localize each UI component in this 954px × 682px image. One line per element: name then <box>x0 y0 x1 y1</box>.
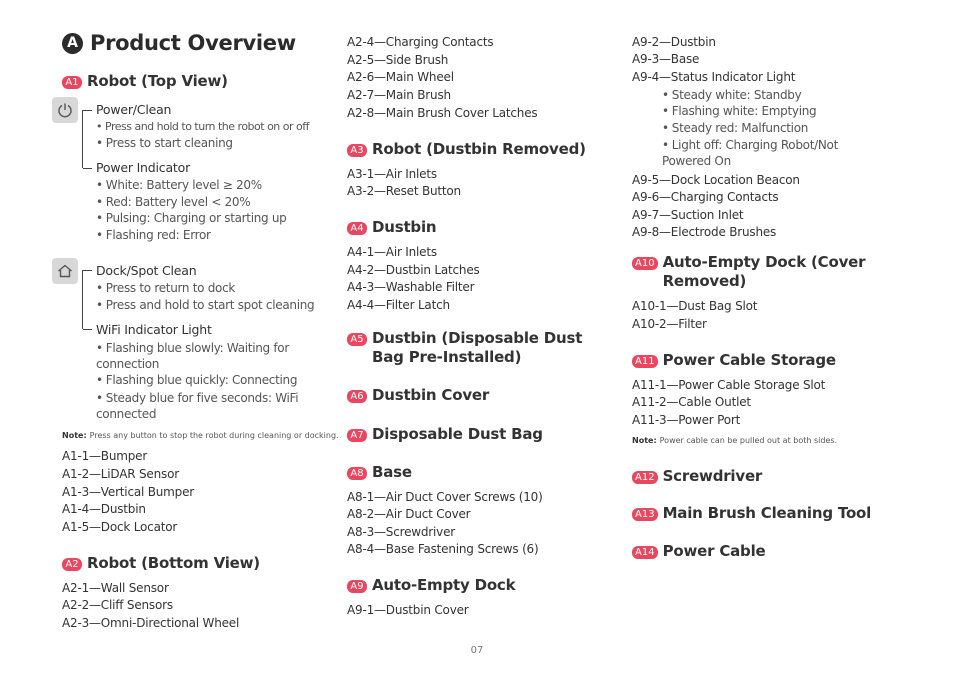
section-badge: A1 <box>62 76 82 89</box>
part-item: A9-1—Dustbin Cover <box>347 603 469 617</box>
part-item: A1-4—Dustbin <box>62 502 146 516</box>
section-title: Dustbin (Disposable Dust Bag Pre-Installed) <box>372 329 583 366</box>
connector-tick <box>83 270 92 271</box>
section-title: Disposable Dust Bag <box>372 425 543 443</box>
section-a13-header <box>632 504 871 523</box>
part-item: A4-2—Dustbin Latches <box>347 263 480 277</box>
section-a11-header <box>632 351 836 370</box>
section-a2-header <box>62 554 260 573</box>
part-item: A2-1—Wall Sensor <box>62 581 169 595</box>
section-a1-header <box>62 72 228 91</box>
connector-tick <box>83 329 92 330</box>
section-badge: A13 <box>632 508 658 521</box>
list-item: • Pulsing: Charging or starting up <box>96 211 287 225</box>
part-item: A9-4—Status Indicator Light <box>632 70 796 84</box>
connector-line <box>82 270 83 329</box>
part-item: A4-3—Washable Filter <box>347 280 475 294</box>
part-item: A2-7—Main Brush <box>347 88 451 102</box>
section-a3-header <box>347 140 586 159</box>
part-item: A2-2—Cliff Sensors <box>62 598 173 612</box>
part-item: A8-1—Air Duct Cover Screws (10) <box>347 490 543 504</box>
part-item: A2-5—Side Brush <box>347 53 449 67</box>
section-badge: A3 <box>347 144 367 157</box>
list-item: • Steady red: Malfunction <box>662 121 809 135</box>
home-icon <box>52 258 78 284</box>
section-badge: A5 <box>347 333 367 346</box>
section-a4-header <box>347 218 436 237</box>
label-dock-spot-clean: Dock/Spot Clean <box>96 263 197 278</box>
section-a12-header <box>632 467 762 486</box>
list-item: • Press to return to dock <box>96 281 236 295</box>
list-item: • Flashing blue quickly: Connecting <box>96 373 298 387</box>
part-item: A1-2—LiDAR Sensor <box>62 467 179 481</box>
label-power-clean: Power/Clean <box>96 102 172 117</box>
section-badge: A12 <box>632 471 658 484</box>
label-wifi-indicator: WiFi Indicator Light <box>96 322 212 337</box>
section-a6-header <box>347 386 489 405</box>
part-item: A2-6—Main Wheel <box>347 70 454 84</box>
section-title: Screwdriver <box>662 467 763 485</box>
section-badge: A2 <box>62 558 82 571</box>
part-item: A1-5—Dock Locator <box>62 520 178 534</box>
part-item: A3-1—Air Inlets <box>347 167 437 181</box>
label-power-indicator: Power Indicator <box>96 160 191 175</box>
list-item: • White: Battery level ≥ 20% <box>96 178 262 192</box>
part-item: A4-4—Filter Latch <box>347 298 450 312</box>
connector-line <box>82 110 83 168</box>
section-title: Auto-Empty Dock (Cover Removed) <box>662 253 866 290</box>
section-badge: A8 <box>347 467 367 480</box>
section-title: Robot (Bottom View) <box>87 554 260 572</box>
page-title <box>62 31 296 55</box>
part-item: A8-4—Base Fastening Screws (6) <box>347 542 539 556</box>
part-item: A4-1—Air Inlets <box>347 245 437 259</box>
list-item: • Light off: Charging Robot/Not Powered On <box>662 138 838 168</box>
list-item: • Press and hold to turn the robot on or off <box>96 120 310 133</box>
section-badge: A11 <box>632 355 658 368</box>
note: Note: Power cable can be pulled out at both sides. <box>632 436 838 445</box>
section-title: Base <box>372 463 412 481</box>
section-a9-header <box>347 576 515 595</box>
list-item: • Flashing blue slowly: Waiting for connection <box>96 341 289 371</box>
list-item: • Red: Battery level < 20% <box>96 195 251 209</box>
part-item: A9-7—Suction Inlet <box>632 208 744 222</box>
page-number: 07 <box>470 645 484 656</box>
section-badge: A14 <box>632 546 658 559</box>
list-item: • Steady blue for five seconds: WiFi connected <box>96 391 299 421</box>
section-badge: A6 <box>347 390 367 403</box>
part-item: A10-2—Filter <box>632 317 707 331</box>
part-item: A8-3—Screwdriver <box>347 525 455 539</box>
section-title: Power Cable Storage <box>662 351 836 369</box>
part-item: A2-4—Charging Contacts <box>347 35 494 49</box>
part-item: A9-3—Base <box>632 52 700 66</box>
list-item: • Press and hold to start spot cleaning <box>96 298 315 312</box>
list-item: • Press to start cleaning <box>96 136 233 150</box>
section-title: Dustbin Cover <box>372 386 490 404</box>
section-title: Robot (Dustbin Removed) <box>372 140 586 158</box>
list-item: • Flashing red: Error <box>96 228 211 242</box>
section-title: Main Brush Cleaning Tool <box>662 504 872 522</box>
section-a14-header <box>632 542 766 561</box>
part-item: A2-8—Main Brush Cover Latches <box>347 106 538 120</box>
section-title: Dustbin <box>372 218 437 236</box>
part-item: A8-2—Air Duct Cover <box>347 507 471 521</box>
connector-tick <box>83 168 92 169</box>
section-a7-header <box>347 425 543 444</box>
part-item: A11-1—Power Cable Storage Slot <box>632 378 826 392</box>
list-item: • Steady white: Standby <box>662 88 802 102</box>
list-item: • Flashing white: Emptying <box>662 104 817 118</box>
note: Note: Press any button to stop the robot during cleaning or docking. <box>62 431 339 440</box>
connector-tick <box>83 110 92 111</box>
part-item: A9-6—Charging Contacts <box>632 190 779 204</box>
section-a10-header <box>632 253 872 291</box>
part-item: A9-5—Dock Location Beacon <box>632 173 800 187</box>
part-item: A9-2—Dustbin <box>632 35 716 49</box>
section-badge: A10 <box>632 257 658 270</box>
section-badge: A7 <box>347 429 367 442</box>
section-a5-header <box>347 329 592 367</box>
section-title: Auto-Empty Dock <box>372 576 516 594</box>
part-item: A1-1—Bumper <box>62 449 148 463</box>
section-badge: A9 <box>347 580 367 593</box>
section-a8-header <box>347 463 412 482</box>
part-item: A11-2—Cable Outlet <box>632 395 751 409</box>
section-letter-badge: A <box>62 33 83 54</box>
page-title-text: Product Overview <box>90 31 296 55</box>
part-item: A1-3—Vertical Bumper <box>62 485 195 499</box>
section-badge: A4 <box>347 222 367 235</box>
part-item: A2-3—Omni-Directional Wheel <box>62 616 240 630</box>
part-item: A10-1—Dust Bag Slot <box>632 299 758 313</box>
part-item: A11-3—Power Port <box>632 413 741 427</box>
part-item: A3-2—Reset Button <box>347 184 461 198</box>
section-title: Power Cable <box>662 542 766 560</box>
power-icon <box>52 97 78 123</box>
section-title: Robot (Top View) <box>87 72 228 90</box>
part-item: A9-8—Electrode Brushes <box>632 225 777 239</box>
